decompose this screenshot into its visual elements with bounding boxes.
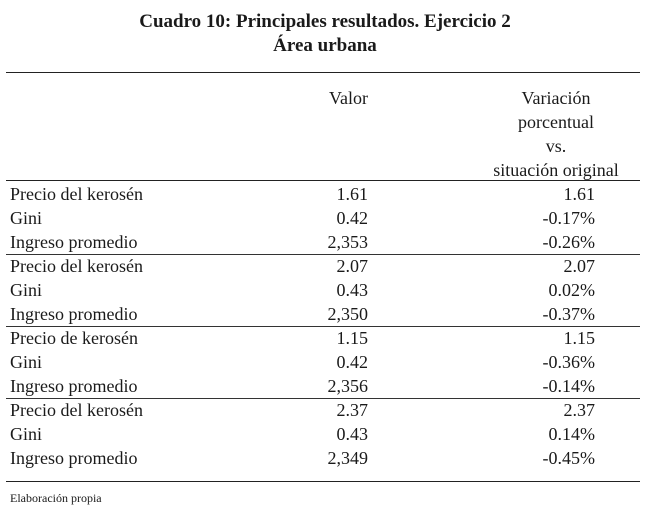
table-group [0, 254, 650, 326]
row-label: Ingreso promedio [10, 304, 138, 324]
table-row [0, 230, 650, 254]
row-label: Ingreso promedio [10, 448, 138, 468]
column-header-variacion-line: vs. [545, 136, 567, 156]
row-label: Precio del kerosén [10, 400, 143, 420]
row-valor: 2,353 [327, 232, 368, 252]
table-row [0, 182, 650, 206]
row-variacion: -0.45% [542, 448, 595, 468]
row-valor: 2,356 [327, 376, 368, 396]
table-row [0, 254, 650, 278]
bottom-rule [6, 481, 640, 482]
table-row [0, 374, 650, 398]
row-variacion: 2.07 [563, 256, 595, 276]
table-row [0, 446, 650, 470]
row-label: Precio del kerosén [10, 184, 143, 204]
row-variacion: 1.61 [563, 184, 595, 204]
row-variacion: -0.14% [542, 376, 595, 396]
row-variacion: 2.37 [563, 400, 595, 420]
row-label: Gini [10, 280, 43, 300]
row-valor: 2.07 [336, 256, 368, 276]
table-group [0, 326, 650, 398]
table-row [0, 422, 650, 446]
row-label: Gini [10, 352, 43, 372]
row-valor: 1.15 [336, 328, 368, 348]
row-variacion: -0.17% [542, 208, 595, 228]
row-label: Precio de kerosén [10, 328, 138, 348]
row-label: Gini [10, 208, 43, 228]
row-variacion: -0.36% [542, 352, 595, 372]
table-subtitle: Área urbana [273, 35, 377, 56]
row-valor: 2.37 [336, 400, 368, 420]
column-header-variacion [476, 86, 636, 182]
row-variacion: 0.14% [548, 424, 595, 444]
results-table [0, 182, 650, 470]
row-valor: 0.43 [336, 424, 368, 444]
row-valor: 0.43 [336, 280, 368, 300]
row-valor: 2,350 [327, 304, 368, 324]
row-valor: 1.61 [336, 184, 368, 204]
row-valor: 0.42 [336, 352, 368, 372]
header-rule [6, 180, 640, 181]
column-header-variacion-line: Variación [521, 88, 591, 108]
source-note: Elaboración propia [10, 491, 102, 505]
table-group [0, 398, 650, 470]
row-label: Ingreso promedio [10, 232, 138, 252]
table-row [0, 302, 650, 326]
row-variacion: 0.02% [548, 280, 595, 300]
table-row [0, 350, 650, 374]
table-group [0, 182, 650, 254]
table-row [0, 206, 650, 230]
table-row [0, 398, 650, 422]
table-row [0, 278, 650, 302]
row-label: Gini [10, 424, 43, 444]
row-variacion: 1.15 [563, 328, 595, 348]
column-header-variacion-line: porcentual [518, 112, 594, 132]
column-header-variacion-line: situación original [493, 160, 619, 180]
row-valor: 2,349 [327, 448, 368, 468]
row-label: Ingreso promedio [10, 376, 138, 396]
top-rule [6, 72, 640, 73]
row-valor: 0.42 [336, 208, 368, 228]
row-variacion: -0.37% [542, 304, 595, 324]
table-row [0, 326, 650, 350]
row-variacion: -0.26% [542, 232, 595, 252]
table-title: Cuadro 10: Principales resultados. Ejercicio 2 [139, 11, 511, 32]
row-label: Precio del kerosén [10, 256, 143, 276]
column-header-valor: Valor [329, 88, 368, 108]
